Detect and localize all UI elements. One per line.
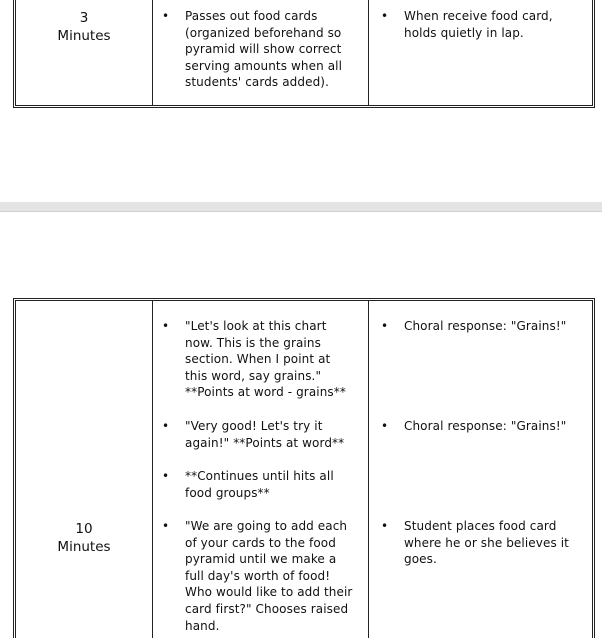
- time-cell: [16, 520, 152, 556]
- time-value: 3: [79, 10, 89, 26]
- time-unit: Minutes: [57, 539, 111, 555]
- bullet-icon: •: [381, 9, 389, 23]
- teacher-action-item: [162, 518, 355, 634]
- student-action-item: [381, 518, 569, 568]
- bullet-icon: •: [162, 519, 170, 533]
- bullet-icon: •: [381, 419, 389, 433]
- column-divider: [152, 301, 153, 638]
- student-action-text: Choral response: "Grains!": [404, 419, 567, 433]
- teacher-action-item: [162, 418, 355, 451]
- teacher-action-text: **Continues until hits all food groups**: [185, 469, 334, 500]
- teacher-action-item: [162, 468, 355, 501]
- bullet-icon: •: [162, 9, 170, 23]
- bullet-icon: •: [381, 519, 389, 533]
- teacher-action-item: [162, 318, 355, 401]
- student-action-item: [381, 318, 569, 335]
- page-break: [0, 202, 602, 212]
- student-action-text: Student places food card where he or she believes it goes.: [404, 519, 569, 567]
- bullet-icon: •: [162, 419, 170, 433]
- time-unit: Minutes: [57, 28, 111, 44]
- bullet-icon: •: [162, 319, 170, 333]
- column-divider: [152, 0, 153, 105]
- teacher-action-text: Passes out food cards (organized beforehand so pyramid will show correct serving amounts when all students' cards added).: [185, 9, 343, 90]
- document-page-bottom: [0, 212, 602, 633]
- column-divider: [368, 301, 369, 638]
- student-action-item: [381, 8, 569, 41]
- bullet-icon: •: [162, 469, 170, 483]
- teacher-action-text: "Let's look at this chart now. This is the grains section. When I point at this word, say grains." **Points at word - grains**: [185, 319, 346, 400]
- bullet-icon: •: [381, 319, 389, 333]
- time-cell: [16, 9, 152, 45]
- teacher-action-text: "We are going to add each of your cards to the food pyramid until we make a full day's worth of food! Who would like to add their card first?" Chooses raised hand.: [185, 519, 353, 633]
- student-action-text: When receive food card, holds quietly in lap.: [404, 9, 553, 40]
- time-value: 10: [75, 521, 93, 537]
- document-page-top: [0, 0, 602, 202]
- teacher-action-item: [162, 8, 355, 91]
- column-divider: [368, 0, 369, 105]
- student-action-text: Choral response: "Grains!": [404, 319, 567, 333]
- teacher-action-text: "Very good! Let's try it again!" **Points at word**: [185, 419, 345, 450]
- student-action-item: [381, 418, 569, 435]
